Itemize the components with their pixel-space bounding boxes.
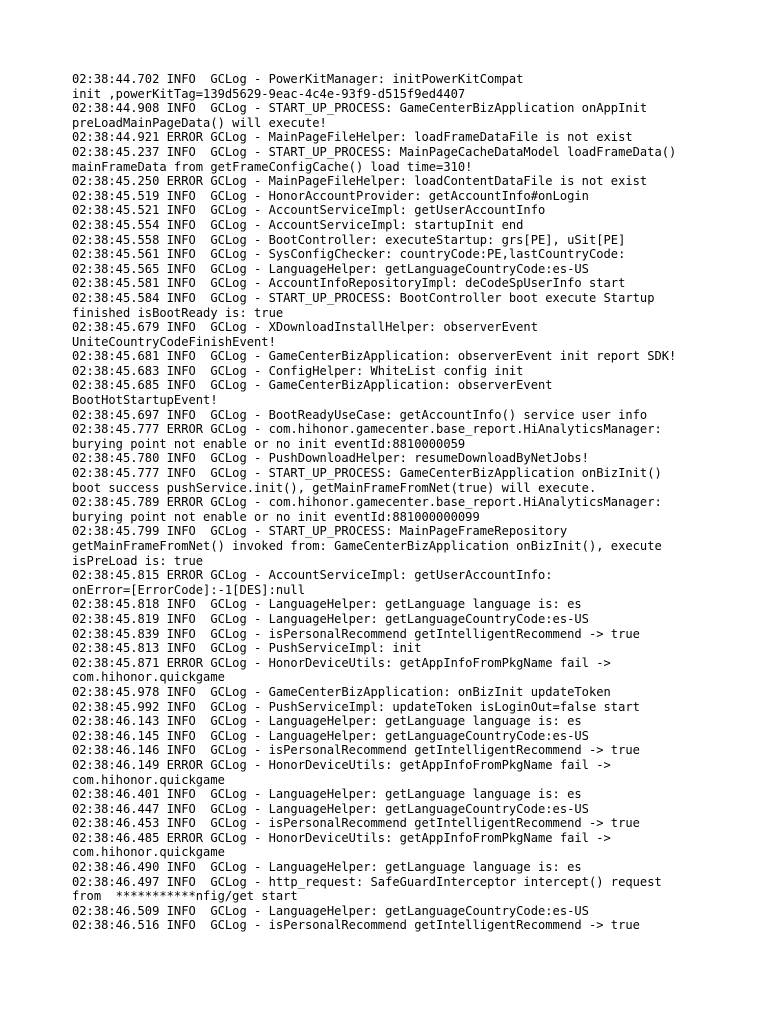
log-line: 02:38:45.978 INFO GCLog - GameCenterBizApplication: onBizInit updateToken xyxy=(72,684,611,699)
log-line: 02:38:45.818 INFO GCLog - LanguageHelper: getLanguage language is: es xyxy=(72,597,582,612)
log-line: 02:38:46.401 INFO GCLog - LanguageHelper: getLanguage language is: es xyxy=(72,787,582,802)
log-line: isPreLoad is: true xyxy=(72,553,204,568)
log-line: 02:38:45.565 INFO GCLog - LanguageHelper: getLanguageCountryCode:es-US xyxy=(72,261,589,276)
log-line: 02:38:45.871 ERROR GCLog - HonorDeviceUtils: getAppInfoFromPkgName fail -> xyxy=(72,655,611,670)
log-line: init ,powerKitTag=139d5629-9eac-4c4e-93f9-d515f9ed4407 xyxy=(72,86,466,101)
log-line: 02:38:45.519 INFO GCLog - HonorAccountProvider: getAccountInfo#onLogin xyxy=(72,188,589,203)
log-line: preLoadMainPageData() will execute! xyxy=(72,115,327,130)
log-line: 02:38:45.819 INFO GCLog - LanguageHelper: getLanguageCountryCode:es-US xyxy=(72,611,589,626)
log-line: 02:38:46.149 ERROR GCLog - HonorDeviceUtils: getAppInfoFromPkgName fail -> xyxy=(72,757,611,772)
log-line: 02:38:45.679 INFO GCLog - XDownloadInstallHelper: observerEvent xyxy=(72,320,538,335)
log-line: 02:38:45.789 ERROR GCLog - com.hihonor.gamecenter.base_report.HiAnalyticsManager: xyxy=(72,495,662,510)
log-line: mainFrameData from getFrameConfigCache() load time=310! xyxy=(72,159,473,174)
log-line: com.hihonor.quickgame xyxy=(72,772,225,787)
log-line: 02:38:45.777 ERROR GCLog - com.hihonor.gamecenter.base_report.HiAnalyticsManager: xyxy=(72,422,662,437)
log-line: 02:38:45.558 INFO GCLog - BootController: executeStartup: grs[PE], uSit[PE] xyxy=(72,232,626,247)
log-line: 02:38:46.453 INFO GCLog - isPersonalRecommend getIntelligentRecommend -> true xyxy=(72,816,640,831)
log-line: 02:38:44.921 ERROR GCLog - MainPageFileHelper: loadFrameDataFile is not exist xyxy=(72,130,633,145)
log-line: 02:38:45.554 INFO GCLog - AccountServiceImpl: startupInit end xyxy=(72,217,524,232)
log-line: 02:38:45.237 INFO GCLog - START_UP_PROCESS: MainPageCacheDataModel loadFrameData() xyxy=(72,144,677,159)
log-line: 02:38:46.497 INFO GCLog - http_request: SafeGuardInterceptor intercept() request xyxy=(72,874,662,889)
log-line: 02:38:46.509 INFO GCLog - LanguageHelper: getLanguageCountryCode:es-US xyxy=(72,903,589,918)
log-line: 02:38:46.447 INFO GCLog - LanguageHelper: getLanguageCountryCode:es-US xyxy=(72,801,589,816)
log-line: com.hihonor.quickgame xyxy=(72,845,225,860)
log-line: 02:38:44.702 INFO GCLog - PowerKitManager: initPowerKitCompat xyxy=(72,72,524,86)
log-line: com.hihonor.quickgame xyxy=(72,670,225,685)
log-line: 02:38:45.250 ERROR GCLog - MainPageFileHelper: loadContentDataFile is not exist xyxy=(72,174,648,189)
log-line: 02:38:45.780 INFO GCLog - PushDownloadHelper: resumeDownloadByNetJobs! xyxy=(72,451,589,466)
log-line: 02:38:45.685 INFO GCLog - GameCenterBizApplication: observerEvent xyxy=(72,378,553,393)
log-line: 02:38:45.777 INFO GCLog - START_UP_PROCESS: GameCenterBizApplication onBizInit() xyxy=(72,466,662,481)
log-line: 02:38:45.681 INFO GCLog - GameCenterBizApplication: observerEvent init report SDK! xyxy=(72,349,677,364)
log-line: 02:38:46.490 INFO GCLog - LanguageHelper: getLanguage language is: es xyxy=(72,860,582,875)
log-line: 02:38:45.561 INFO GCLog - SysConfigChecker: countryCode:PE,lastCountryCode: xyxy=(72,247,626,262)
log-line: 02:38:46.516 INFO GCLog - isPersonalRecommend getIntelligentRecommend -> true xyxy=(72,918,640,933)
log-line: 02:38:46.145 INFO GCLog - LanguageHelper: getLanguageCountryCode:es-US xyxy=(72,728,589,743)
log-page xyxy=(72,72,732,933)
log-line: from ***********nfig/get start xyxy=(72,889,298,904)
log-line: 02:38:45.521 INFO GCLog - AccountServiceImpl: getUserAccountInfo xyxy=(72,203,546,218)
log-line: burying point not enable or no init eventId:8810000059 xyxy=(72,436,466,451)
log-line: 02:38:46.146 INFO GCLog - isPersonalRecommend getIntelligentRecommend -> true xyxy=(72,743,640,758)
log-line: 02:38:45.813 INFO GCLog - PushServiceImpl: init xyxy=(72,641,422,656)
log-line: 02:38:45.697 INFO GCLog - BootReadyUseCase: getAccountInfo() service user info xyxy=(72,407,648,422)
log-line: 02:38:45.992 INFO GCLog - PushServiceImpl: updateToken isLoginOut=false start xyxy=(72,699,640,714)
log-line: 02:38:45.839 INFO GCLog - isPersonalRecommend getIntelligentRecommend -> true xyxy=(72,626,640,641)
log-line: 02:38:45.584 INFO GCLog - START_UP_PROCESS: BootController boot execute Startup xyxy=(72,290,655,305)
log-line: burying point not enable or no init eventId:881000000099 xyxy=(72,509,480,524)
log-line: finished isBootReady is: true xyxy=(72,305,284,320)
log-line: 02:38:46.143 INFO GCLog - LanguageHelper: getLanguage language is: es xyxy=(72,714,582,729)
log-line: 02:38:45.815 ERROR GCLog - AccountServiceImpl: getUserAccountInfo: xyxy=(72,568,553,583)
log-line: 02:38:46.485 ERROR GCLog - HonorDeviceUtils: getAppInfoFromPkgName fail -> xyxy=(72,830,611,845)
log-line: onError=[ErrorCode]:-1[DES]:null xyxy=(72,582,305,597)
log-line: BootHotStartupEvent! xyxy=(72,393,218,408)
log-line: getMainFrameFromNet() invoked from: GameCenterBizApplication onBizInit(), execute xyxy=(72,539,662,553)
log-line: 02:38:45.799 INFO GCLog - START_UP_PROCESS: MainPageFrameRepository xyxy=(72,524,568,539)
log-line: 02:38:45.581 INFO GCLog - AccountInfoRepositoryImpl: deCodeSpUserInfo start xyxy=(72,276,626,291)
log-line: UniteCountryCodeFinishEvent! xyxy=(72,334,276,349)
log-line: boot success pushService.init(), getMainFrameFromNet(true) will execute. xyxy=(72,480,597,495)
log-text-block xyxy=(72,72,732,933)
log-line: 02:38:44.908 INFO GCLog - START_UP_PROCESS: GameCenterBizApplication onAppInit xyxy=(72,101,648,116)
log-line: 02:38:45.683 INFO GCLog - ConfigHelper: WhiteList config init xyxy=(72,363,524,378)
